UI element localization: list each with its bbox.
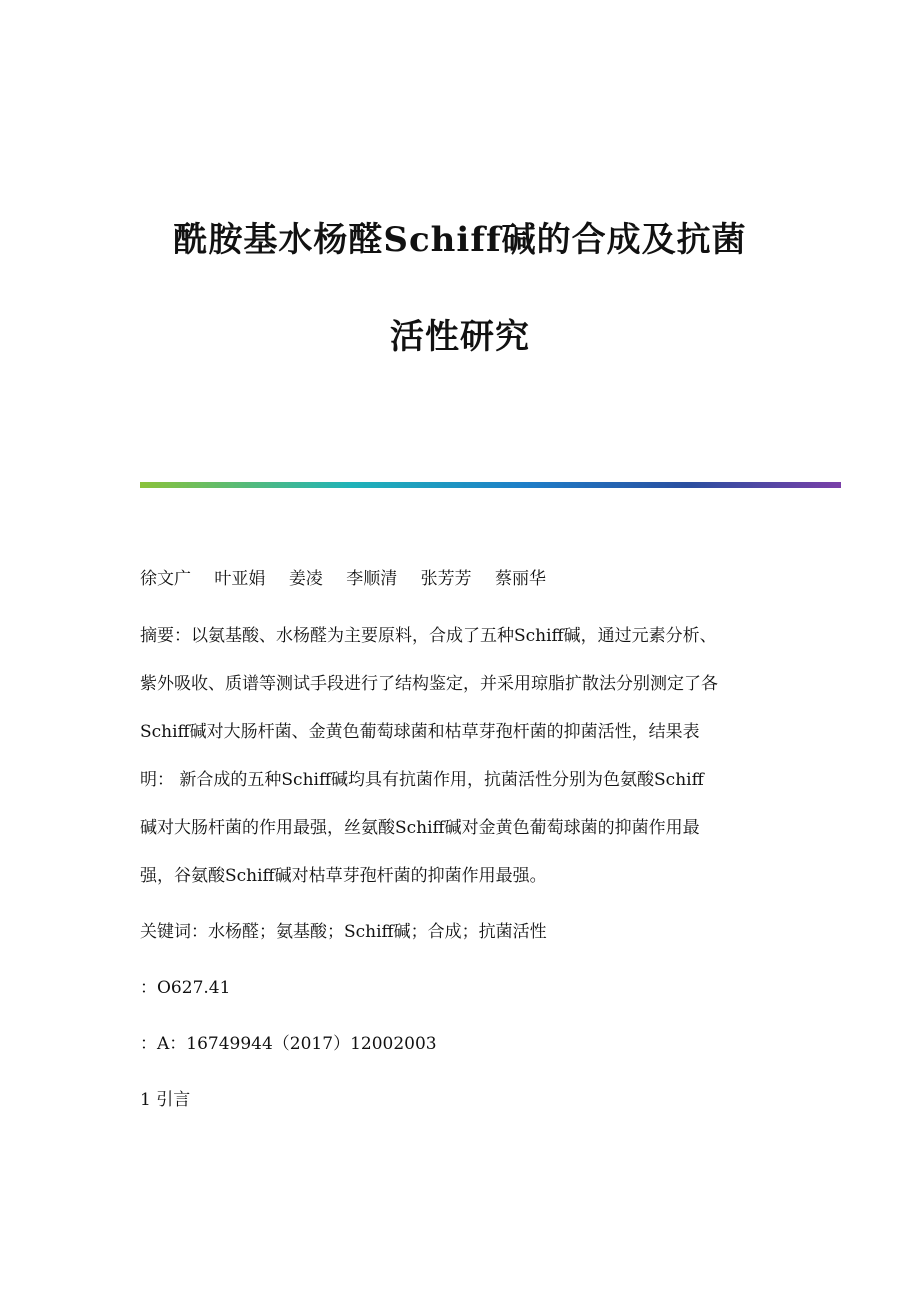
paper-title-line-1: 酰胺基水杨醛Schiff碱的合成及抗菌 <box>173 220 747 260</box>
author-name: 姜凌 <box>288 569 323 589</box>
classification-number: ：O627.41 <box>140 978 231 998</box>
author-name: 徐文广 <box>140 569 191 589</box>
section-heading: 1 引言 <box>140 1090 191 1110</box>
abstract-line: 明： 新合成的五种Schiff碱均具有抗菌作用，抗菌活性分别为色氨酸Schiff <box>140 770 704 790</box>
abstract-line: 紫外吸收、质谱等测试手段进行了结构鉴定，并采用琼脂扩散法分别测定了各 <box>140 674 718 694</box>
author-list <box>140 567 564 591</box>
abstract-line: 强，谷氨酸Schiff碱对枯草芽孢杆菌的抑菌作用最强。 <box>140 866 547 886</box>
abstract-line: 摘要：以氨基酸、水杨醛为主要原料，合成了五种Schiff碱，通过元素分析、 <box>140 626 717 646</box>
gradient-divider <box>140 482 841 488</box>
author-name: 蔡丽华 <box>495 569 547 589</box>
abstract-line: 碱对大肠杆菌的作用最强，丝氨酸Schiff碱对金黄色葡萄球菌的抑菌作用最 <box>140 818 700 838</box>
keywords-line: 关键词：水杨醛；氨基酸；Schiff碱；合成；抗菌活性 <box>140 922 547 942</box>
author-name: 张芳芳 <box>420 569 472 589</box>
document-code: ：A：16749944（2017）12002003 <box>140 1034 437 1054</box>
author-name: 叶亚娟 <box>214 569 266 589</box>
paper-title-line-2: 活性研究 <box>390 317 530 357</box>
author-name: 李顺清 <box>346 569 398 589</box>
abstract-line: Schiff碱对大肠杆菌、金黄色葡萄球菌和枯草芽孢杆菌的抑菌活性，结果表 <box>140 722 700 742</box>
